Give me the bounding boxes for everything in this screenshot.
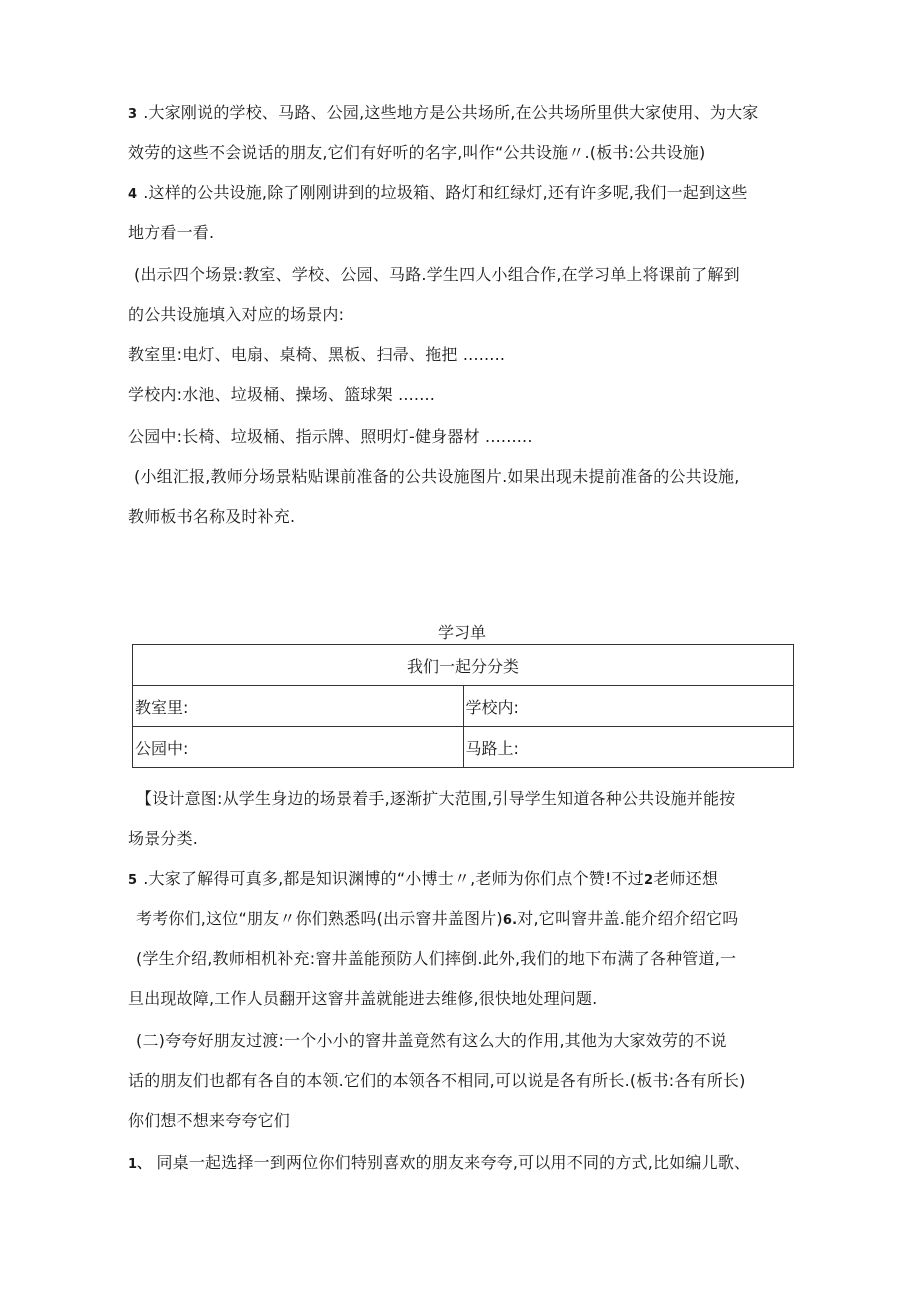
paragraph-3-line-2: 效劳的这些不会说话的朋友,它们有好听的名字,叫作“公共设施〃.(板书:公共设施) xyxy=(128,143,706,162)
paragraph-5-line-2: 考考你们,这位“朋友〃你们熟悉吗(出示窨井盖图片)6.对,它叫窨井盖.能介绍介绍它吗 xyxy=(136,909,739,928)
design-intent-line-2: 场景分类. xyxy=(128,829,199,848)
report-line-2: 教师板书名称及时补充. xyxy=(128,507,296,526)
scene-intro-line-2: 的公共设施填入对应的场景内: xyxy=(128,305,345,324)
paragraph-3-line-1: 3 .大家刚说的学校、马路、公园,这些地方是公共场所,在公共场所里供大家使用、为大家 xyxy=(128,103,759,122)
paragraph-5-line-1: 5 .大家了解得可真多,都是知识渊博的“小博士〃,老师为你们点个赞!不过2老师还想 xyxy=(128,869,719,888)
paragraph-4-line-2: 地方看一看. xyxy=(128,223,215,242)
section-2-line-3: 你们想不想来夸夸它们 xyxy=(128,1111,291,1130)
table-row xyxy=(133,645,794,686)
table-row xyxy=(133,686,794,727)
table-row xyxy=(133,727,794,768)
design-intent-line-1: 【设计意图:从学生身边的场景着手,逐渐扩大范围,引导学生知道各种公共设施并能按 xyxy=(136,789,736,808)
study-sheet-title: 学习单 xyxy=(437,623,486,642)
classroom-list: 教室里:电灯、电扇、桌椅、黑板、扫帚、拖把 ........ xyxy=(128,345,506,364)
paragraph-1-line-1: 1、 同桌一起选择一到两位你们特别喜欢的朋友来夸夸,可以用不同的方式,比如编儿歌、 xyxy=(128,1153,751,1172)
inline-number: 2 xyxy=(644,873,654,888)
cell-park: 公园中: xyxy=(133,727,464,768)
section-2-line-2: 话的朋友们也都有各自的本领.它们的本领各不相同,可以说是各有所长.(板书:各有所长) xyxy=(128,1071,746,1090)
paragraph-4-line-1: 4 .这样的公共设施,除了刚刚讲到的垃圾箱、路灯和红绿灯,还有许多呢,我们一起到这些 xyxy=(128,183,748,202)
paragraph-number: 4 xyxy=(128,187,138,202)
paragraph-number: 3 xyxy=(128,107,138,122)
section-2-line-1: (二)夸夸好朋友过渡:一个小小的窨井盖竟然有这么大的作用,其他为大家效劳的不说 xyxy=(136,1031,727,1050)
report-line-1: (小组汇报,教师分场景粘贴课前准备的公共设施图片.如果出现未提前准备的公共设施, xyxy=(134,467,740,486)
paragraph-number: 1、 xyxy=(128,1157,151,1172)
inline-number: 6. xyxy=(502,913,518,928)
student-intro-line-1: (学生介绍,教师相机补充:窨井盖能预防人们摔倒.此外,我们的地下布满了各种管道,一 xyxy=(136,949,737,968)
cell-classroom: 教室里: xyxy=(133,686,464,727)
school-list: 学校内:水池、垃圾桶、操场、篮球架 ....... xyxy=(128,385,436,404)
scene-intro-line-1: (出示四个场景:教室、学校、公园、马路.学生四人小组合作,在学习单上将课前了解到 xyxy=(134,265,740,284)
study-sheet-table xyxy=(132,644,794,768)
cell-school: 学校内: xyxy=(463,686,794,727)
student-intro-line-2: 旦出现故障,工作人员翻开这窨井盖就能进去维修,很快地处理问题. xyxy=(128,989,598,1008)
park-list: 公园中:长椅、垃圾桶、指示牌、照明灯-健身器材 ......... xyxy=(128,427,533,446)
paragraph-number: 5 xyxy=(128,873,138,888)
study-sheet-header: 我们一起分分类 xyxy=(133,645,794,686)
cell-road: 马路上: xyxy=(463,727,794,768)
